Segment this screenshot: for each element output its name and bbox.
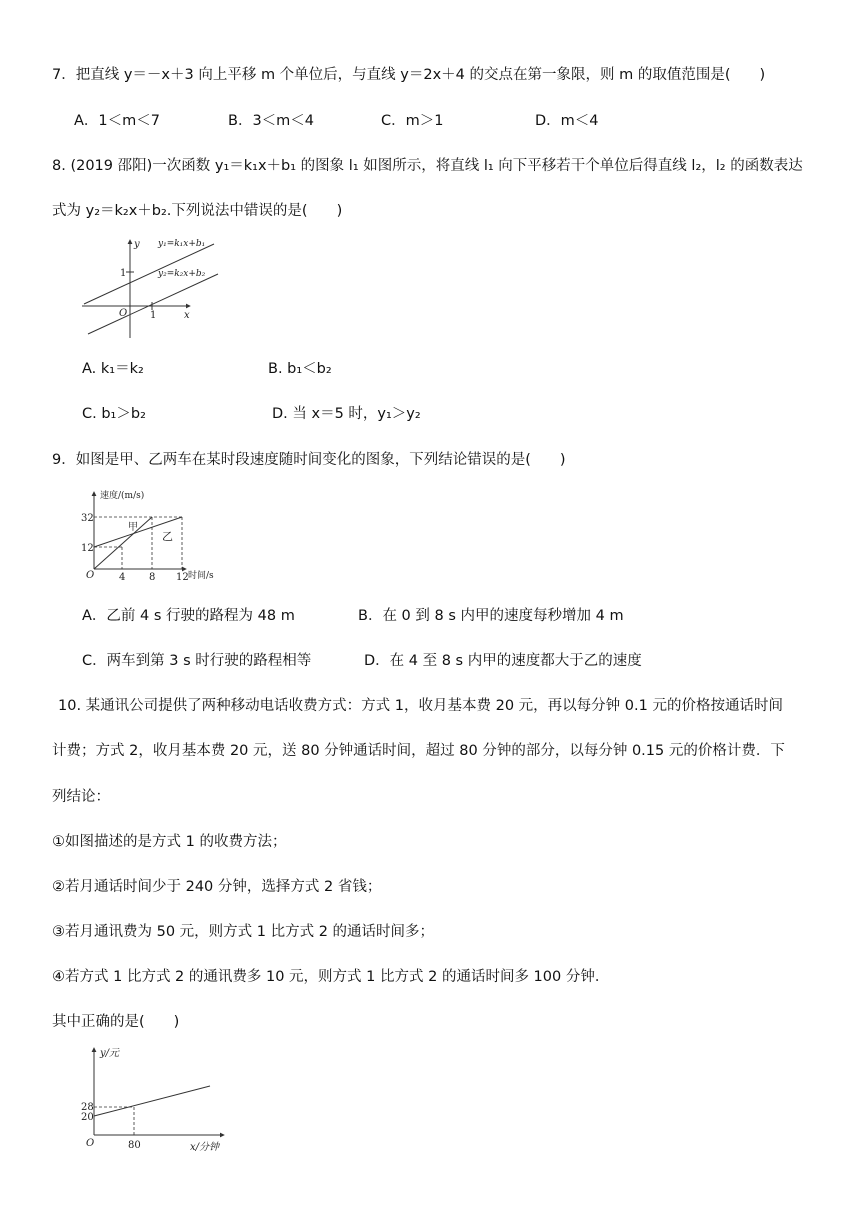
q7-option-d[interactable]: D．m＜4 xyxy=(535,113,599,129)
q9-option-b[interactable]: B．在 0 到 8 s 内甲的速度每秒增加 4 m xyxy=(358,608,624,624)
q8-tick-y: 1 xyxy=(120,268,127,279)
q8-graph xyxy=(78,234,228,340)
q9-xtick-8: 8 xyxy=(149,572,156,583)
q10-statement-2: ②若月通话时间少于 240 分钟，选择方式 2 省钱； xyxy=(52,879,382,895)
q9-option-c[interactable]: C．两车到第 3 s 时行驶的路程相等 xyxy=(82,653,312,669)
q9-x-label: 时间/s xyxy=(188,571,214,581)
q10-statement-3: ③若月通讯费为 50 元，则方式 1 比方式 2 的通话时间多； xyxy=(52,924,435,940)
q8-option-c[interactable]: C. b₁＞b₂ xyxy=(82,406,146,422)
q10-graph xyxy=(78,1040,238,1156)
q8-x-label: x xyxy=(184,310,190,321)
q9-stem: 9．如图是甲、乙两车在某时段速度随时间变化的图象，下列结论错误的是( ) xyxy=(52,452,566,468)
q8-line1-label: y₁=k₁x+b₁ xyxy=(158,239,206,249)
q10-cost-line xyxy=(94,1086,210,1116)
q9-option-a[interactable]: A．乙前 4 s 行驶的路程为 48 m xyxy=(82,608,295,624)
q8-line-l2 xyxy=(88,274,218,334)
q8-stem-line2: 式为 y₂＝k₂x＋b₂.下列说法中错误的是( ) xyxy=(52,203,343,219)
q8-option-a[interactable]: A. k₁＝k₂ xyxy=(82,361,144,377)
q8-tick-x: 1 xyxy=(150,310,157,321)
q10-statement-4: ④若方式 1 比方式 2 的通讯费多 10 元，则方式 1 比方式 2 的通话时间多 100 分钟． xyxy=(52,969,610,985)
q8-line2-label: y₂=k₂x+b₂ xyxy=(158,269,206,279)
q9-label-jia: 甲 xyxy=(128,522,138,533)
q9-label-yi: 乙 xyxy=(162,530,173,543)
q7-option-b[interactable]: B．3＜m＜4 xyxy=(228,113,315,129)
q9-ytick-32: 32 xyxy=(81,513,94,524)
q9-ytick-12: 12 xyxy=(81,543,94,554)
q8-y-label: y xyxy=(134,239,140,250)
q10-ytick-28: 28 xyxy=(81,1102,94,1113)
q7-option-c[interactable]: C．m＞1 xyxy=(381,113,444,129)
q10-stem-line2: 计费；方式 2，收月基本费 20 元，送 80 分钟通话时间，超过 80 分钟的部分，以每分钟 0.15 元的价格计费．下 xyxy=(52,743,785,759)
q10-ytick-20: 20 xyxy=(81,1112,94,1123)
q7-stem: 7．把直线 y＝－x＋3 向上平移 m 个单位后，与直线 y＝2x＋4 的交点在第一象限，则 m 的取值范围是( ) xyxy=(52,67,766,83)
q8-option-d[interactable]: D. 当 x＝5 时，y₁＞y₂ xyxy=(272,406,421,422)
q9-y-label: 速度/(m/s) xyxy=(100,491,145,501)
q9-origin: O xyxy=(86,570,95,581)
q10-statement-1: ①如图描述的是方式 1 的收费方法； xyxy=(52,834,287,850)
q10-xtick-80: 80 xyxy=(128,1140,141,1151)
q8-origin: O xyxy=(119,308,128,319)
q9-graph xyxy=(78,484,238,584)
q8-option-b[interactable]: B. b₁＜b₂ xyxy=(268,361,332,377)
q10-y-label: y/元 xyxy=(100,1048,120,1059)
q9-xtick-4: 4 xyxy=(119,572,126,583)
q9-line-jia xyxy=(94,517,152,569)
q10-origin: O xyxy=(86,1138,95,1149)
q7-option-a[interactable]: A．1＜m＜7 xyxy=(74,113,160,129)
q8-stem-line1: 8. (2019 邵阳)一次函数 y₁＝k₁x＋b₁ 的图象 l₁ 如图所示，将直线 l₁ 向下平移若干个单位后得直线 l₂，l₂ 的函数表达 xyxy=(52,158,803,174)
q10-stem-line3: 列结论： xyxy=(52,789,110,805)
q10-x-label: x/分钟 xyxy=(190,1142,220,1153)
q9-option-d[interactable]: D．在 4 至 8 s 内甲的速度都大于乙的速度 xyxy=(364,653,642,669)
q10-question: 其中正确的是( ) xyxy=(52,1014,180,1030)
q10-stem-line1: 10. 某通讯公司提供了两种移动电话收费方式：方式 1，收月基本费 20 元，再以每分钟 0.1 元的价格按通话时间 xyxy=(58,698,783,714)
q9-xtick-12: 12 xyxy=(176,572,189,583)
